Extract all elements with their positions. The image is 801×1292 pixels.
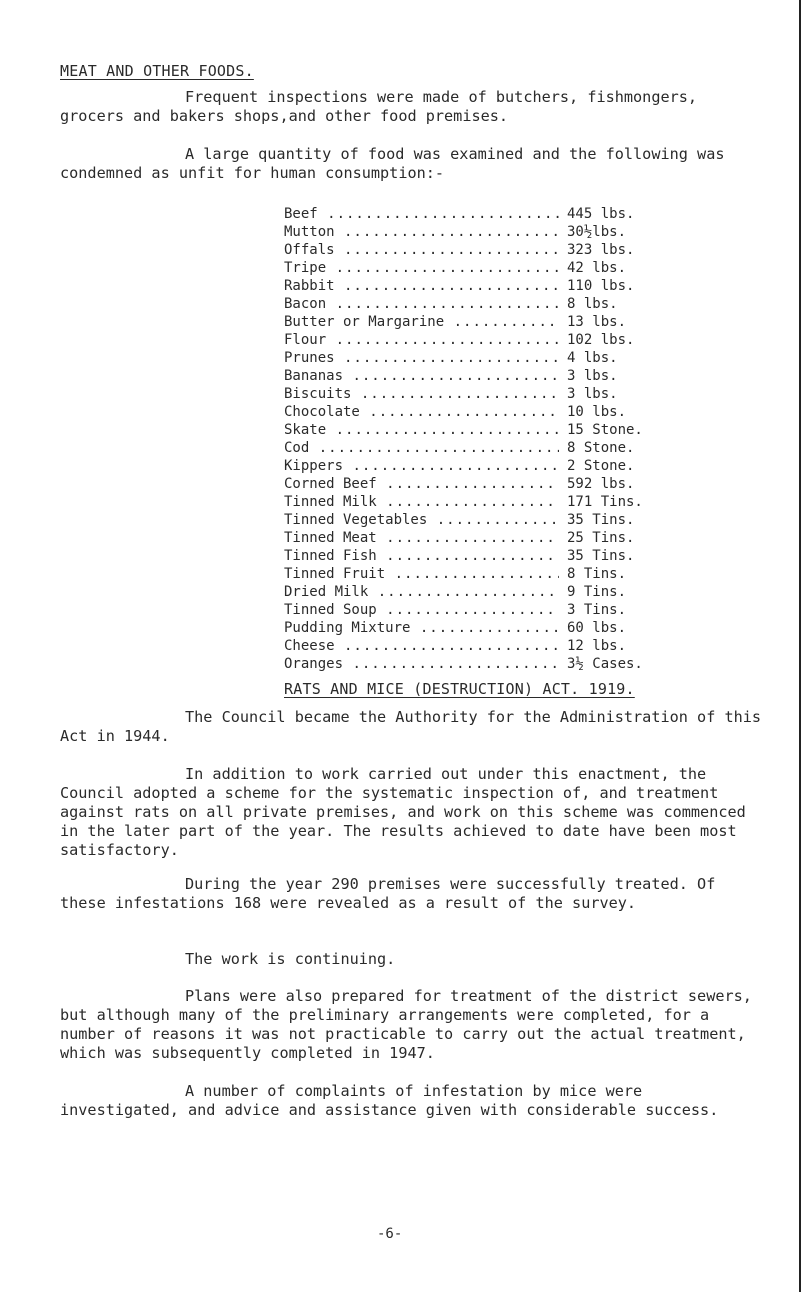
- paragraph-sewers: Plans were also prepared for treatment of the district sewers, but although many of the preliminary arrangements were completed, for a number of reasons it was not practicable to carry out the actual treatment, which was subsequently completed in 1947.: [60, 987, 752, 1062]
- food-item-name: Rabbit .....: [284, 277, 559, 295]
- food-row: [284, 493, 684, 511]
- food-row: [284, 601, 684, 619]
- food-item-quantity: 12 lbs.: [564, 637, 626, 655]
- food-item-name: Dried Milk .....: [284, 583, 559, 601]
- food-row: [284, 529, 684, 547]
- page-number: -6-: [377, 1226, 403, 1242]
- food-item-quantity: 3 Tins.: [564, 601, 626, 619]
- food-item-name: Beef .....: [284, 205, 559, 223]
- food-item-name: Offals .....: [284, 241, 559, 259]
- food-row: [284, 241, 684, 259]
- food-item-quantity: 13 lbs.: [564, 313, 626, 331]
- food-item-name: Tinned Milk .....: [284, 493, 559, 511]
- food-row: [284, 619, 684, 637]
- food-item-quantity: 2 Stone.: [564, 457, 634, 475]
- paragraph-authority: The Council became the Authority for the Administration of this Act in 1944.: [60, 708, 762, 745]
- food-item-name: Tinned Soup .....: [284, 601, 559, 619]
- food-item-name: Tripe .....: [284, 259, 559, 277]
- food-row: [284, 259, 684, 277]
- food-item-quantity: 9 Tins.: [564, 583, 626, 601]
- food-item-name: Chocolate .....: [284, 403, 559, 421]
- food-row: [284, 277, 684, 295]
- food-item-quantity: 25 Tins.: [564, 529, 634, 547]
- food-item-quantity: 8 Tins.: [564, 565, 626, 583]
- food-item-quantity: 592 lbs.: [564, 475, 634, 493]
- food-item-name: Cod .....: [284, 439, 559, 457]
- food-item-quantity: 171 Tins.: [564, 493, 643, 511]
- paragraph-mice: A number of complaints of infestation by mice were investigated, and advice and assistance given with considerable success.: [60, 1082, 719, 1119]
- food-item-quantity: 445 lbs.: [564, 205, 634, 223]
- food-row: [284, 385, 684, 403]
- food-item-name: Butter or Margarine .....: [284, 313, 559, 331]
- food-item-quantity: 8 lbs.: [564, 295, 618, 313]
- food-item-quantity: 42 lbs.: [564, 259, 626, 277]
- food-item-name: Tinned Meat .....: [284, 529, 559, 547]
- food-item-quantity: 35 Tins.: [564, 511, 634, 529]
- food-row: [284, 655, 684, 673]
- food-row: [284, 403, 684, 421]
- food-item-quantity: 102 lbs.: [564, 331, 634, 349]
- food-item-name: Biscuits .....: [284, 385, 559, 403]
- food-item-quantity: 110 lbs.: [564, 277, 634, 295]
- food-item-quantity: 4 lbs.: [564, 349, 618, 367]
- food-item-name: Mutton .....: [284, 223, 559, 241]
- food-item-quantity: 8 Stone.: [564, 439, 634, 457]
- paragraph-results: During the year 290 premises were successfully treated. Of these infestations 168 were revealed as a result of the survey.: [60, 875, 716, 912]
- paragraph-continuing: The work is continuing.: [185, 950, 396, 968]
- intro-paragraph: Frequent inspections were made of butchers, fishmongers, grocers and bakers shops,and other food premises.: [60, 88, 698, 125]
- food-item-name: Prunes .....: [284, 349, 559, 367]
- food-item-name: Bananas .....: [284, 367, 559, 385]
- food-item-name: Kippers .....: [284, 457, 559, 475]
- food-item-name: Tinned Fruit .....: [284, 565, 559, 583]
- paragraph-scheme: In addition to work carried out under this enactment, the Council adopted a scheme for the systematic inspection of, and treatment against rats on all private premises, and work on this scheme was commenced in the later part of the year. The results achieved to date have been most satisfactory.: [60, 765, 746, 859]
- section-heading-rats: RATS AND MICE (DESTRUCTION) ACT. 1919.: [284, 680, 635, 698]
- food-item-name: Flour .....: [284, 331, 559, 349]
- food-row: [284, 565, 684, 583]
- condemned-paragraph: A large quantity of food was examined and the following was condemned as unfit for human consumption:-: [60, 145, 725, 182]
- food-row: [284, 457, 684, 475]
- food-row: [284, 349, 684, 367]
- food-item-quantity: 10 lbs.: [564, 403, 626, 421]
- food-item-name: Tinned Fish .....: [284, 547, 559, 565]
- food-row: [284, 439, 684, 457]
- food-item-name: Corned Beef .....: [284, 475, 559, 493]
- food-item-name: Cheese .....: [284, 637, 559, 655]
- food-item-quantity: 323 lbs.: [564, 241, 634, 259]
- food-item-name: Tinned Vegetables .....: [284, 511, 559, 529]
- food-item-quantity: 35 Tins.: [564, 547, 634, 565]
- food-row: [284, 475, 684, 493]
- food-item-name: Bacon .....: [284, 295, 559, 313]
- section-heading-meat: MEAT AND OTHER FOODS.: [60, 62, 254, 80]
- food-row: [284, 637, 684, 655]
- food-row: [284, 223, 684, 241]
- food-row: [284, 511, 684, 529]
- food-row: [284, 583, 684, 601]
- food-item-quantity: 30½lbs.: [564, 223, 626, 241]
- food-row: [284, 331, 684, 349]
- food-item-quantity: 60 lbs.: [564, 619, 626, 637]
- food-row: [284, 295, 684, 313]
- food-row: [284, 313, 684, 331]
- food-row: [284, 547, 684, 565]
- condemned-food-list: [284, 205, 684, 673]
- food-row: [284, 421, 684, 439]
- food-item-quantity: 3½ Cases.: [564, 655, 643, 673]
- food-item-quantity: 3 lbs.: [564, 367, 618, 385]
- food-item-name: Skate .....: [284, 421, 559, 439]
- food-item-quantity: 3 lbs.: [564, 385, 618, 403]
- food-item-quantity: 15 Stone.: [564, 421, 643, 439]
- food-item-name: Pudding Mixture .....: [284, 619, 559, 637]
- food-item-name: Oranges .....: [284, 655, 559, 673]
- food-row: [284, 367, 684, 385]
- food-row: [284, 205, 684, 223]
